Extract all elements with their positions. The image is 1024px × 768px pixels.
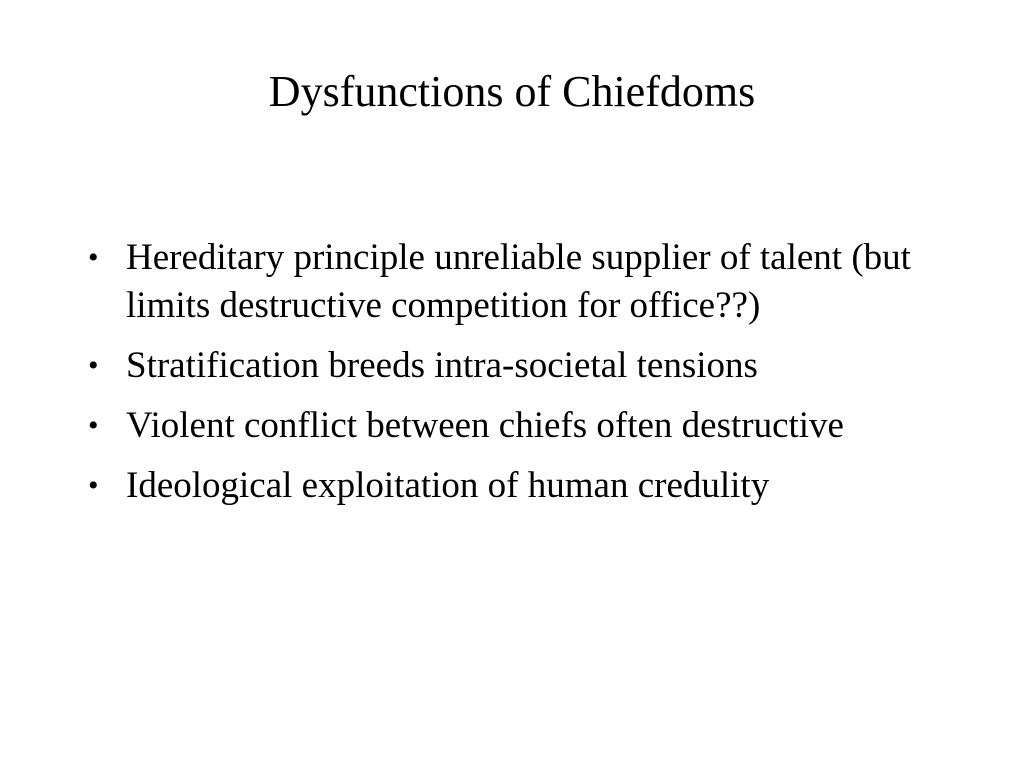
bullet-marker: • xyxy=(88,469,99,502)
bullet-item xyxy=(88,234,948,330)
bullet-marker: • xyxy=(88,409,99,442)
bullet-text: Stratification breeds intra-societal tensions xyxy=(126,345,758,386)
bullet-text: Hereditary principle unreliable supplier of talent (but limits destructive competition for office??) xyxy=(126,237,911,326)
slide-title: Dysfunctions of Chiefdoms xyxy=(268,67,756,116)
bullet-item xyxy=(88,342,948,390)
bullet-text: Ideological exploitation of human credulity xyxy=(126,465,770,506)
bullet-item xyxy=(88,402,948,450)
bullet-list xyxy=(88,234,948,522)
bullet-marker: • xyxy=(88,349,99,382)
bullet-text: Violent conflict between chiefs often destructive xyxy=(126,405,844,446)
bullet-item xyxy=(88,462,948,510)
bullet-marker: • xyxy=(88,241,99,274)
